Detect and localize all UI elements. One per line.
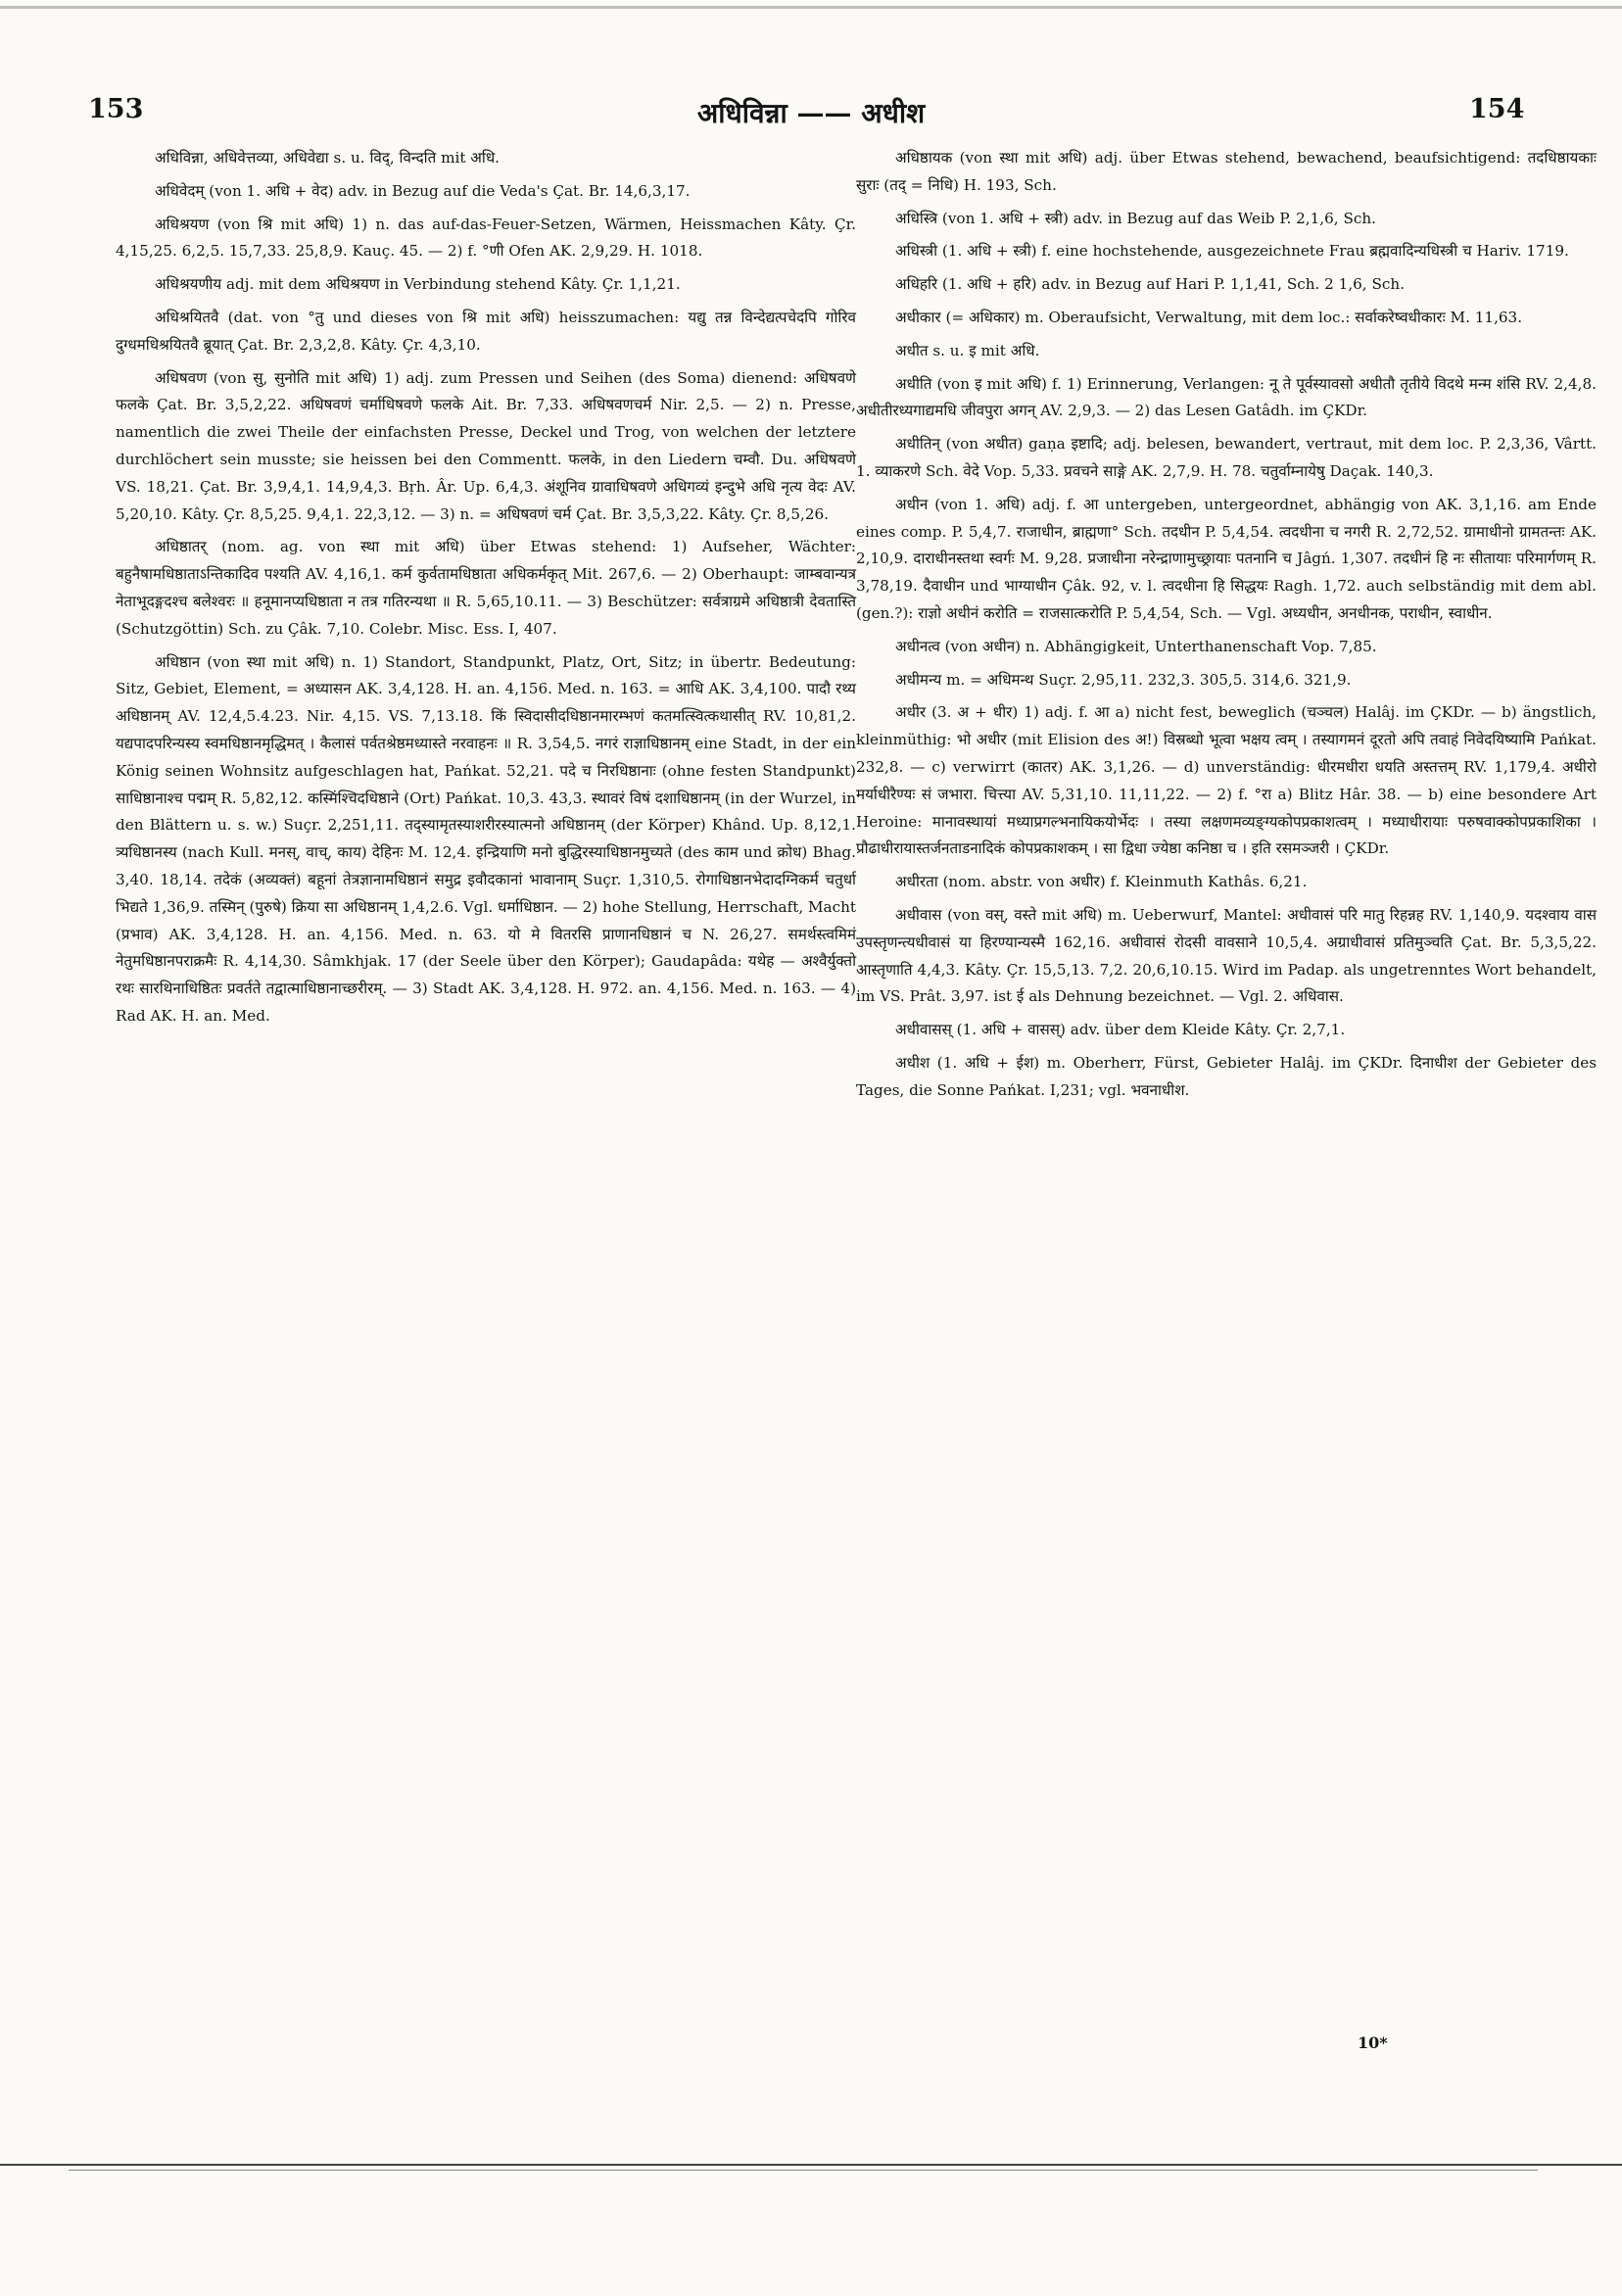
dictionary-entry: अधीतिन् (von अधीत) gaṇa इष्टादि; adj. belesen, bewandert, vertraut, mit dem loc. P. 2,3,36, Vârtt. 1. व्याकरणे Sch. वेदे Vop. 5,33. प्रवचने साङ्गे AK. 2,7,9. H. 78. चतुर्वाम्नायेषु Daçak. 140,3.	[856, 435, 1597, 480]
scan-bottom-rule-secondary	[69, 2170, 1538, 2171]
right-page-number: 154	[1469, 94, 1525, 124]
dictionary-entry: अधीश (1. अधि + ईश) m. Oberherr, Fürst, Gebieter Halâj. im ÇKDr. दिनाधीश der Gebieter des Tages, die Sonne Pańkat. I,231; vgl. भवनाधीश.	[856, 1053, 1597, 1099]
dictionary-entry: अधीमन्य m. = अधिमन्थ Suçr. 2,95,11. 232,3. 305,5. 314,6. 321,9.	[895, 670, 1352, 689]
scan-top-edge	[0, 6, 1622, 9]
dictionary-entry: अधिश्रयणीय adj. mit dem अधिश्रयण in Verbindung stehend Kâty. Çr. 1,1,21.	[155, 275, 681, 294]
dictionary-entry: अधीर (3. अ + धीर) 1) adj. f. आ a) nicht fest, beweglich (चञ्चल) Halâj. im ÇKDr. — b) ängstlich, kleinmüthig: भो अधीर (mit Elision des अ!) विस्रब्धो भूत्वा भक्षय त्वम् । तस्यागमनं दूरतो अपि तवाहं निवेदयिष्यामि Pańkat. 232,8. — c) verwirrt (कातर) AK. 3,1,26. — d) unverständig: धीरमधीरा धयति अस्तत्तम् RV. 1,179,4. अधीरो मर्याधीरैण्यः सं जभारा. चित्त्या AV. 5,31,10. 11,11,22. — 2) f. °रा a) Blitz Hâr. 38. — b) eine besondere Art Heroine: मानावस्थायां मध्याप्रगल्भनायिकयोर्भेदः । तस्या लक्षणमव्यङ्ग्यकोपप्रकाशत्वम् । मध्याधीरायाः परुषवाक्कोपप्रकाशिका । प्रौढाधीरायास्तर्जनताडनादिकं कोपप्रकाशकम् । सा द्विधा ज्येष्ठा कनिष्ठा च । इति रसमञ्जरी । ÇKDr.	[856, 703, 1597, 858]
dictionary-entry: अधिहरि (1. अधि + हरि) adv. in Bezug auf Hari P. 1,1,41, Sch. 2 1,6, Sch.	[895, 275, 1405, 294]
dictionary-entry: अधीन (von 1. अधि) adj. f. आ untergeben, untergeordnet, abhängig von AK. 3,1,16. am Ende eines comp. P. 5,4,7. राजाधीन, ब्राह्मणा° Sch. तदधीन P. 5,4,54. त्वदधीना च नगरी R. 2,72,52. ग्रामाधीनो ग्रामतन्तः AK. 2,10,9. दाराधीनस्तथा स्वर्गः M. 9,28. प्रजाधीना नरेन्द्राणामुच्छ्रायाः पतनानि च Jâgń. 1,307. तदधीनं हि नः सीतायाः परिमार्गणम् R. 3,78,19. दैवाधीन und भाग्याधीन Çâk. 92, v. l. त्वदधीना हि सिद्धयः Ragh. 1,72. auch selbständig mit dem abl. (gen.?): राज्ञो अधीनं करोति = राजसात्करोति P. 5,4,54, Sch. — Vgl. अध्यधीन, अनधीनक, पराधीन, स्वाधीन.	[856, 495, 1597, 622]
dictionary-entry: अधिष्ठान (von स्था mit अधि) n. 1) Standort, Standpunkt, Platz, Ort, Sitz; in übertr. Bedeutung: Sitz, Gebiet, Element, = अध्यासन AK. 3,4,128. H. an. 4,156. Med. n. 163. = आधि AK. 3,4,100. पादौ रथ्य अधिष्ठानम् AV. 12,4,5.4.23. Nir. 4,15. VS. 7,13.18. किं स्विदासीदधिष्ठानमारम्भणं कतमत्स्वित्कथासीत् RV. 10,81,2. यद्यपादपरिन्यस्य स्वमधिष्ठानमृद्धिमत् । कैलासं पर्वतश्रेष्ठमध्यास्ते नरवाहनः ॥ R. 3,54,5. नगरं राज्ञाधिष्ठानम् eine Stadt, in der ein König seinen Wohnsitz aufgeschlagen hat, Pańkat. 52,21. पदे च निरधिष्ठानाः (ohne festen Standpunkt) साधिष्ठानाश्च पद्मम् R. 5,82,12. कस्मिंश्चिदधिष्ठाने (Ort) Pańkat. 10,3. 43,3. स्थावरं विषं दशाधिष्ठानम् (in der Wurzel, in den Blättern u. s. w.) Suçr. 2,251,11. तद्स्यामृतस्याशरीरस्यात्मनो अधिष्ठानम् (der Körper) Khând. Up. 8,12,1. त्र्यधिष्ठानस्य (nach Kull. मनस्, वाच्, काय) देहिनः M. 12,4. इन्द्रियाणि मनो बुद्धिरस्याधिष्ठानमुच्यते (des काम und क्रोध) Bhag. 3,40. 18,14. तदेकं (अव्यक्तं) बहूनां तेत्रज्ञानामधिष्ठानं समुद्र इवौदकानां भावानाम् Suçr. 1,310,5. रोगाधिष्ठानभेदादग्निकर्म चतुर्धा भिद्यते 1,36,9. तस्मिन् (पुरुषे) क्रिया सा अधिष्ठानम् 1,4,2.6. Vgl. धर्माधिष्ठान. — 2) hohe Stellung, Herrschaft, Macht (प्रभाव) AK. 3,4,128. H. an. 4,156. Med. n. 63. यो मे वितरसि प्राणानधिष्ठानं च N. 26,27. समर्थस्त्वमिमं नेतुमधिष्ठानपराक्रमैः R. 4,14,30. Sâmkhjak. 17 (der Seele über den Körper); Gaudapâda: यथेह — अश्वैर्युक्तो रथः सारथिनाधिष्ठितः प्रवर्तते तद्वात्माधिष्ठानाच्छरीरम्. — 3) Stadt AK. 3,4,128. H. 972. an. 4,156. Med. n. 163. — 4) Rad AK. H. an. Med.	[116, 652, 856, 1025]
right-column	[856, 145, 1597, 1111]
dictionary-entry: अधीत s. u. इ mit अधि.	[895, 341, 1040, 359]
dictionary-entry: अधीति (von इ mit अधि) f. 1) Erinnerung, Verlangen: नू ते पूर्वस्यावसो अधीतौ तृतीये विदथे मन्म शंसि RV. 2,4,8. अधीतीरध्यगाद्यमधि जीवपुरा अगन् AV. 2,9,3. — 2) das Lesen Gatâdh. im ÇKDr.	[856, 374, 1597, 420]
dictionary-entry: अधिश्रयण (von श्रि mit अधि) 1) n. das auf-das-Feuer-Setzen, Wärmen, Heissmachen Kâty. Çr. 4,15,25. 6,2,5. 15,7,33. 25,8,9. Kauç. 45. — 2) f. °णी Ofen AK. 2,9,29. H. 1018.	[116, 215, 856, 261]
dictionary-entry: अधिषवण (von सु, सुनोति mit अधि) 1) adj. zum Pressen und Seihen (des Soma) dienend: अधिषवणे फलके Çat. Br. 3,5,2,22. अधिषवणं चर्माधिषवणे फलके Ait. Br. 7,33. अधिषवणचर्म Nir. 2,5. — 2) n. Presse, namentlich die zwei Theile der einfachsten Presse, Deckel und Trog, von welchen der letztere durchlöchert sein musste; sie heissen bei den Commentt. फलके, in den Liedern चम्वौ. Du. अधिषवणे VS. 18,21. Çat. Br. 3,9,4,1. 14,9,4,3. Bṛh. Âr. Up. 6,4,3. अंशूनिव ग्रावाधिषवणे अधिगव्यं इन्दुभे अधि नृत्य वेदः AV. 5,20,10. Kâty. Çr. 8,5,25. 9,4,1. 22,3,12. — 3) n. = अधिषवणं चर्म Çat. Br. 3,5,3,22. Kâty. Çr. 8,5,26.	[116, 368, 856, 523]
dictionary-entry: अधिविन्ना, अधिवेत्तव्या, अधिवेद्या s. u. विद्, विन्दति mit अधि.	[155, 149, 500, 167]
running-header: अधिविन्ना —— अधीश	[696, 97, 926, 129]
dictionary-entry: अधिस्त्रि (von 1. अधि + स्त्री) adv. in Bezug auf das Weib P. 2,1,6, Sch.	[895, 209, 1376, 227]
dictionary-entry: अधिश्रयितवै (dat. von °तु und dieses von श्रि mit अधि) heisszumachen: यद्यु तन्न विन्देद्यत्पचेदपि गोरिव दुग्धमधिश्रयितवै ब्रूयात् Çat. Br. 2,3,2,8. Kâty. Çr. 4,3,10.	[116, 308, 856, 354]
dictionary-entry: अधिस्त्री (1. अधि + स्त्री) f. eine hochstehende, ausgezeichnete Frau ब्रह्मवादिन्यधिस्त्री च Hariv. 1719.	[895, 242, 1569, 261]
dictionary-entry: अधिष्ठायक (von स्था mit अधि) adj. über Etwas stehend, bewachend, beaufsichtigend: तदधिष्ठायकाः सुराः (तद् = निधि) H. 193, Sch.	[856, 149, 1597, 194]
left-page-number: 153	[88, 94, 144, 124]
dictionary-entry: अधीरता (nom. abstr. von अधीर) f. Kleinmuth Kathâs. 6,21.	[895, 873, 1308, 891]
dictionary-entry: अधीवास (von वस्, वस्ते mit अधि) m. Ueberwurf, Mantel: अधीवासं परि मातु रिहन्नह RV. 1,140,9. यदश्वाय वास उपस्तृणन्त्यधीवासं या हिरण्यान्यस्मै 162,16. अधीवासं रोदसी वावसाने 10,5,4. अग्राधीवासं प्रतिमुञ्चति Çat. Br. 5,3,5,22. आस्तृणाति 4,4,3. Kâty. Çr. 15,5,13. 7,2. 20,6,10.15. Wird im Padap. als ungetrenntes Wort behandelt, im VS. Prât. 3,97. ist ई als Dehnung bezeichnet. — Vgl. 2. अधिवास.	[856, 905, 1597, 1006]
dictionary-entry: अधिवेदम् (von 1. अधि + वेद) adv. in Bezug auf die Veda's Çat. Br. 14,6,3,17.	[155, 181, 691, 200]
dictionary-entry: अधीनत्व (von अधीन) n. Abhängigkeit, Unterthanenschaft Vop. 7,85.	[895, 637, 1377, 655]
signature-mark: 10*	[1358, 2033, 1388, 2052]
dictionary-entry: अधीकार (= अधिकार) m. Oberaufsicht, Verwaltung, mit dem loc.: सर्वाकरेष्वधीकारः M. 11,63.	[895, 308, 1523, 326]
dictionary-entry: अधीवासस् (1. अधि + वासस्) adv. über dem Kleide Kâty. Çr. 2,7,1.	[895, 1021, 1346, 1039]
dictionary-entry: अधिष्ठातर् (nom. ag. von स्था mit अधि) über Etwas stehend: 1) Aufseher, Wächter: बहुनैषामधिष्ठाताऽन्तिकादिव पश्यति AV. 4,16,1. कर्म कुर्वतामधिष्ठाता अधिकर्मकृत् Mit. 267,6. — 2) Oberhaupt: जाम्बवान्यत्र नेताभूदङ्गदश्च बलेश्वरः ॥ हनूमानप्यधिष्ठाता न तत्र गतिरन्यथा ॥ R. 5,65,10.11. — 3) Beschützer: सर्वत्राग्रमे अधिष्ठात्री देवतास्ति (Schutzgöttin) Sch. zu Çâk. 7,10. Colebr. Misc. Ess. I, 407.	[116, 538, 856, 638]
scan-bottom-rule	[0, 2164, 1622, 2166]
left-column	[116, 145, 856, 1036]
